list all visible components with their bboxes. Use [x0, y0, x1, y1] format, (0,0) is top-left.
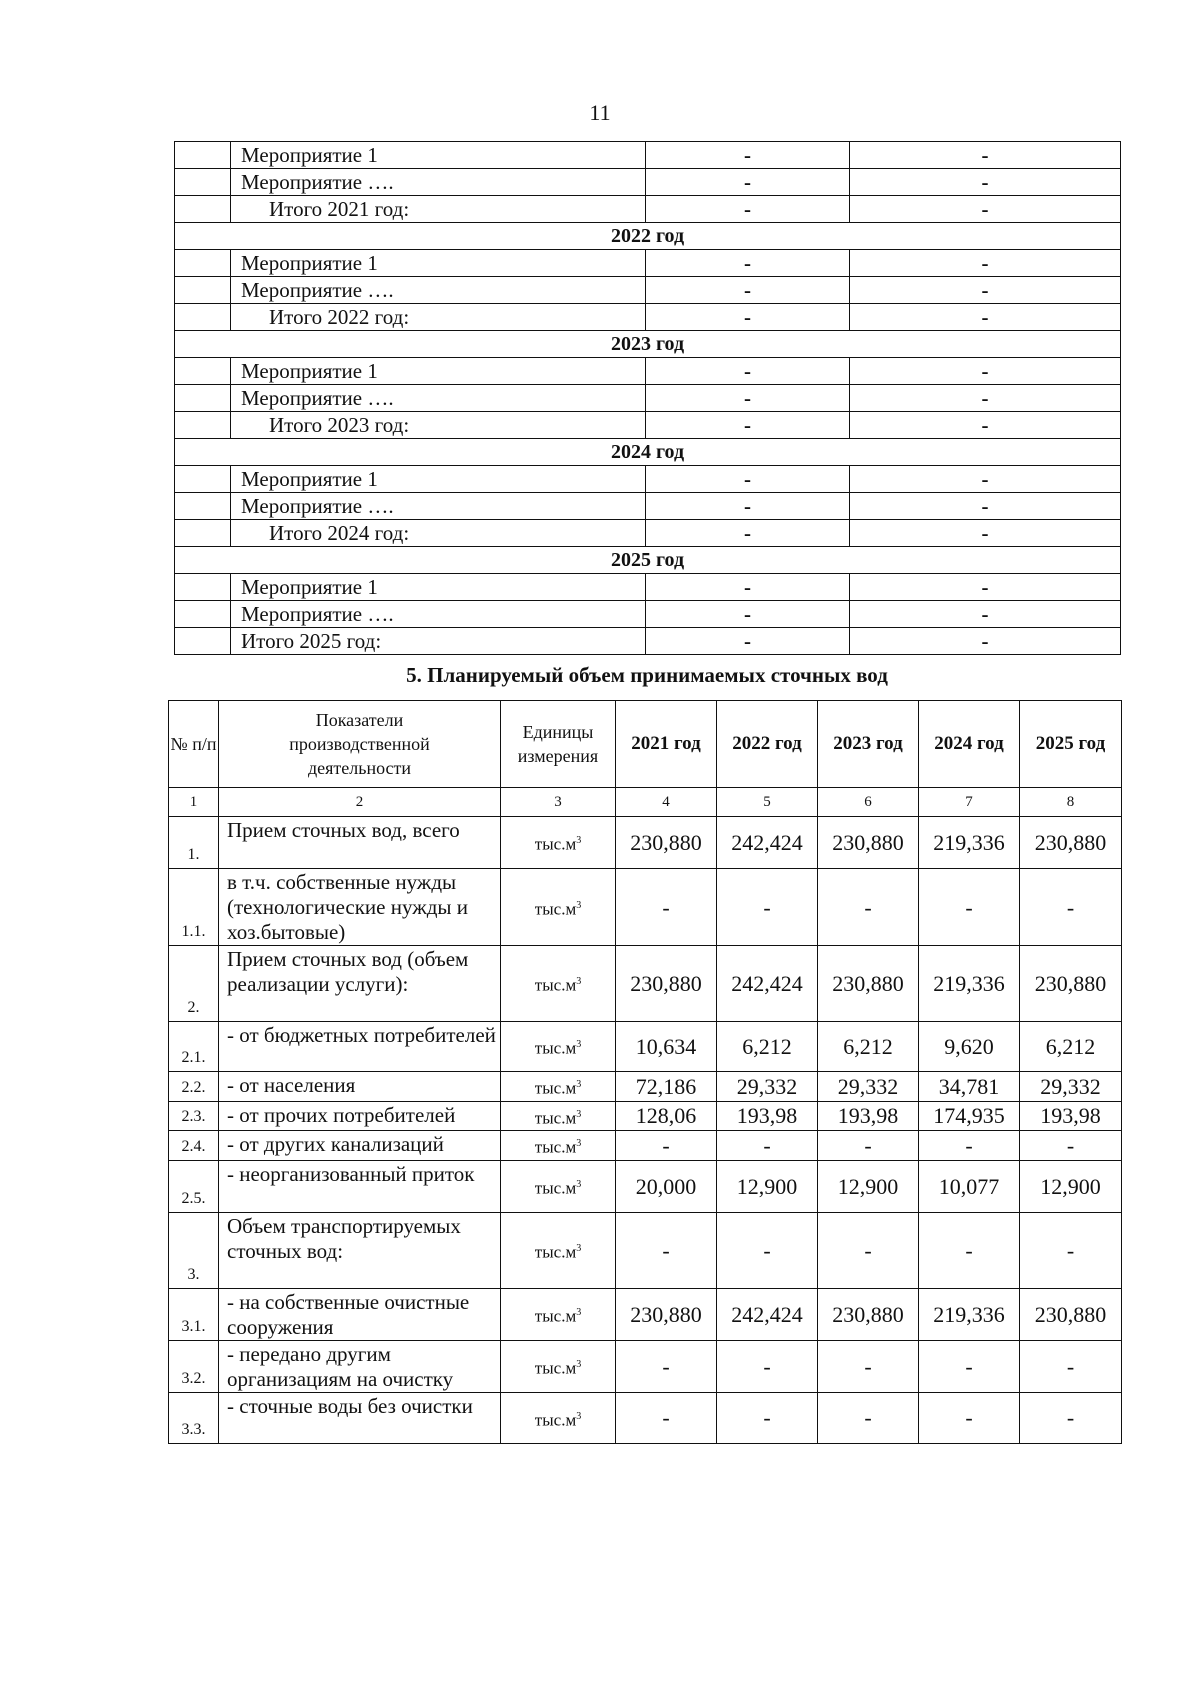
unit-text: тыс.м: [534, 1108, 577, 1128]
event-name: Мероприятие ….: [231, 385, 646, 412]
event-row: [175, 520, 1121, 547]
row-number: 2.2.: [169, 1072, 219, 1102]
unit-superscript: 3: [576, 1410, 582, 1422]
event-row: [175, 574, 1121, 601]
event-row: [175, 628, 1121, 655]
event-value-2: -: [850, 520, 1121, 547]
value-cell: 230,880: [1020, 946, 1122, 1022]
row-number-cell: [175, 358, 231, 385]
value-cell: 29,332: [717, 1072, 818, 1102]
row-number: 3.2.: [169, 1340, 219, 1392]
event-name: Мероприятие ….: [231, 493, 646, 520]
column-number: 6: [818, 788, 919, 817]
value-cell: 6,212: [717, 1022, 818, 1072]
row-number: 2.1.: [169, 1022, 219, 1072]
table-header-row: [169, 701, 1122, 788]
row-number-cell: [175, 385, 231, 412]
row-number: 1.1.: [169, 869, 219, 946]
event-value-2: -: [850, 601, 1121, 628]
header-indicator: Показатели производственной деятельности: [219, 701, 501, 788]
year-section-row: [175, 331, 1121, 358]
row-number-cell: [175, 574, 231, 601]
wastewater-volume-table: [168, 700, 1122, 1444]
header-year-2023: 2023 год: [818, 701, 919, 788]
unit-cell: [501, 1072, 616, 1102]
value-cell: -: [919, 1340, 1020, 1392]
value-cell: 230,880: [818, 1288, 919, 1340]
row-number: 2.4.: [169, 1131, 219, 1161]
year-section-row: [175, 547, 1121, 574]
value-cell: -: [717, 1212, 818, 1288]
event-row: [175, 493, 1121, 520]
event-name: Мероприятие 1: [231, 466, 646, 493]
event-row: [175, 412, 1121, 439]
event-value-2: -: [850, 574, 1121, 601]
event-value-1: -: [646, 169, 850, 196]
row-number-cell: [175, 493, 231, 520]
column-number: 4: [616, 788, 717, 817]
unit-cell: [501, 817, 616, 869]
row-number-cell: [175, 304, 231, 331]
header-year-2022: 2022 год: [717, 701, 818, 788]
unit-text: тыс.м: [534, 1358, 577, 1378]
unit-text: тыс.м: [534, 1137, 577, 1157]
event-value-2: -: [850, 385, 1121, 412]
event-row: [175, 196, 1121, 223]
table-row: [169, 1072, 1122, 1102]
table-row: [169, 817, 1122, 869]
row-number-cell: [175, 142, 231, 169]
event-row: [175, 304, 1121, 331]
total-label: Итого 2023 год:: [231, 412, 646, 439]
header-num: № п/п: [169, 701, 219, 788]
value-cell: 230,880: [616, 817, 717, 869]
row-number-cell: [175, 250, 231, 277]
event-row: [175, 169, 1121, 196]
unit-cell: [501, 946, 616, 1022]
column-number: 2: [219, 788, 501, 817]
value-cell: -: [919, 869, 1020, 946]
year-section-row: [175, 439, 1121, 466]
value-cell: 219,336: [919, 817, 1020, 869]
event-value-2: -: [850, 493, 1121, 520]
indicator-label: - от прочих потребителей: [219, 1101, 501, 1131]
unit-superscript: 3: [576, 1307, 582, 1319]
row-number-cell: [175, 169, 231, 196]
value-cell: 242,424: [717, 1288, 818, 1340]
event-value-1: -: [646, 250, 850, 277]
value-cell: -: [616, 1131, 717, 1161]
event-value-1: -: [646, 520, 850, 547]
value-cell: -: [1020, 869, 1122, 946]
unit-cell: [501, 1160, 616, 1212]
unit-text: тыс.м: [534, 975, 577, 995]
event-row: [175, 250, 1121, 277]
page-number: 11: [589, 100, 611, 125]
event-value-2: -: [850, 466, 1121, 493]
indicator-label: Прием сточных вод, всего: [219, 817, 501, 869]
event-name: Мероприятие ….: [231, 169, 646, 196]
value-cell: -: [616, 1392, 717, 1443]
unit-text: тыс.м: [534, 1038, 577, 1058]
unit-text: тыс.м: [534, 834, 577, 854]
unit-superscript: 3: [576, 976, 582, 988]
unit-cell: [501, 1392, 616, 1443]
unit-cell: [501, 1131, 616, 1161]
value-cell: -: [818, 1212, 919, 1288]
value-cell: -: [919, 1392, 1020, 1443]
value-cell: 10,634: [616, 1022, 717, 1072]
unit-superscript: 3: [576, 835, 582, 847]
header-unit: Единицы измерения: [501, 701, 616, 788]
unit-superscript: 3: [576, 1079, 582, 1090]
table-row: [169, 1212, 1122, 1288]
unit-superscript: 3: [576, 1138, 582, 1150]
value-cell: 230,880: [818, 817, 919, 869]
event-name: Итого 2025 год:: [231, 628, 646, 655]
value-cell: 6,212: [1020, 1022, 1122, 1072]
column-number: 1: [169, 788, 219, 817]
row-number-cell: [175, 628, 231, 655]
value-cell: 29,332: [818, 1072, 919, 1102]
event-value-2: -: [850, 250, 1121, 277]
event-row: [175, 466, 1121, 493]
value-cell: 230,880: [1020, 1288, 1122, 1340]
header-year-2021: 2021 год: [616, 701, 717, 788]
event-value-1: -: [646, 574, 850, 601]
unit-text: тыс.м: [534, 1078, 577, 1098]
event-value-2: -: [850, 142, 1121, 169]
row-number-cell: [175, 196, 231, 223]
unit-cell: [501, 1288, 616, 1340]
row-number: 1.: [169, 817, 219, 869]
column-number: 3: [501, 788, 616, 817]
event-value-1: -: [646, 196, 850, 223]
row-number: 3.: [169, 1212, 219, 1288]
value-cell: -: [717, 1131, 818, 1161]
unit-superscript: 3: [576, 1108, 582, 1120]
row-number-cell: [175, 466, 231, 493]
header-year-2024: 2024 год: [919, 701, 1020, 788]
indicator-label: - сточные воды без очистки: [219, 1392, 501, 1443]
value-cell: 12,900: [818, 1160, 919, 1212]
total-label: Итого 2022 год:: [231, 304, 646, 331]
event-value-1: -: [646, 304, 850, 331]
value-cell: -: [818, 1340, 919, 1392]
table-row: [169, 869, 1122, 946]
unit-superscript: 3: [576, 1039, 582, 1051]
value-cell: 34,781: [919, 1072, 1020, 1102]
value-cell: -: [818, 1131, 919, 1161]
unit-text: тыс.м: [534, 1178, 577, 1198]
column-number: 7: [919, 788, 1020, 817]
event-row: [175, 385, 1121, 412]
indicator-label: - на собственные очистные сооружения: [219, 1288, 501, 1340]
event-value-2: -: [850, 304, 1121, 331]
event-name: Мероприятие 1: [231, 574, 646, 601]
events-table: [174, 141, 1121, 655]
value-cell: 242,424: [717, 946, 818, 1022]
indicator-label: Объем транспортируемых сточных вод:: [219, 1212, 501, 1288]
event-value-1: -: [646, 493, 850, 520]
column-number: 8: [1020, 788, 1122, 817]
event-value-2: -: [850, 196, 1121, 223]
row-number-cell: [175, 412, 231, 439]
row-number-cell: [175, 277, 231, 304]
event-value-2: -: [850, 358, 1121, 385]
year-heading: 2023 год: [175, 331, 1121, 358]
value-cell: 230,880: [1020, 817, 1122, 869]
event-value-2: -: [850, 412, 1121, 439]
year-heading: 2024 год: [175, 439, 1121, 466]
indicator-label: - передано другим организациям на очистку: [219, 1340, 501, 1392]
unit-superscript: 3: [576, 1359, 582, 1371]
event-name: Мероприятие 1: [231, 142, 646, 169]
event-row: [175, 601, 1121, 628]
unit-text: тыс.м: [534, 1410, 577, 1430]
indicator-label: в т.ч. собственные нужды (технологические нужды и хоз.бытовые): [219, 869, 501, 946]
unit-superscript: 3: [576, 1243, 582, 1255]
value-cell: 219,336: [919, 946, 1020, 1022]
value-cell: -: [1020, 1212, 1122, 1288]
value-cell: 9,620: [919, 1022, 1020, 1072]
row-number: 3.1.: [169, 1288, 219, 1340]
unit-text: тыс.м: [534, 1242, 577, 1262]
value-cell: 174,935: [919, 1101, 1020, 1131]
event-row: [175, 358, 1121, 385]
value-cell: 230,880: [616, 1288, 717, 1340]
unit-cell: [501, 869, 616, 946]
row-number: 2.: [169, 946, 219, 1022]
event-name: Мероприятие ….: [231, 601, 646, 628]
header-year-2025: 2025 год: [1020, 701, 1122, 788]
row-number-cell: [175, 601, 231, 628]
indicator-label: - от других канализаций: [219, 1131, 501, 1161]
column-number-row: [169, 788, 1122, 817]
event-value-1: -: [646, 277, 850, 304]
value-cell: -: [717, 1340, 818, 1392]
table-row: [169, 1288, 1122, 1340]
value-cell: 230,880: [818, 946, 919, 1022]
unit-cell: [501, 1212, 616, 1288]
value-cell: -: [1020, 1340, 1122, 1392]
value-cell: 230,880: [616, 946, 717, 1022]
unit-superscript: 3: [576, 899, 582, 911]
year-heading: 2022 год: [175, 223, 1121, 250]
event-value-1: -: [646, 412, 850, 439]
year-section-row: [175, 223, 1121, 250]
table-row: [169, 1340, 1122, 1392]
row-number: 2.3.: [169, 1101, 219, 1131]
value-cell: -: [717, 869, 818, 946]
value-cell: 128,06: [616, 1101, 717, 1131]
event-row: [175, 277, 1121, 304]
table-row: [169, 946, 1122, 1022]
value-cell: 12,900: [1020, 1160, 1122, 1212]
table-row: [169, 1392, 1122, 1443]
value-cell: -: [1020, 1392, 1122, 1443]
event-value-1: -: [646, 385, 850, 412]
row-number: 3.3.: [169, 1392, 219, 1443]
indicator-label: - от населения: [219, 1072, 501, 1102]
event-row: [175, 142, 1121, 169]
value-cell: 20,000: [616, 1160, 717, 1212]
event-value-2: -: [850, 628, 1121, 655]
value-cell: -: [818, 1392, 919, 1443]
event-name: Мероприятие ….: [231, 277, 646, 304]
indicator-label: Прием сточных вод (объем реализации услуги):: [219, 946, 501, 1022]
row-number: 2.5.: [169, 1160, 219, 1212]
column-number: 5: [717, 788, 818, 817]
value-cell: 10,077: [919, 1160, 1020, 1212]
value-cell: -: [717, 1392, 818, 1443]
table-row: [169, 1101, 1122, 1131]
event-name: Мероприятие 1: [231, 358, 646, 385]
value-cell: 193,98: [818, 1101, 919, 1131]
unit-cell: [501, 1101, 616, 1131]
table-row: [169, 1160, 1122, 1212]
value-cell: 12,900: [717, 1160, 818, 1212]
unit-cell: [501, 1340, 616, 1392]
year-heading: 2025 год: [175, 547, 1121, 574]
value-cell: 6,212: [818, 1022, 919, 1072]
unit-text: тыс.м: [534, 899, 577, 919]
event-name: Мероприятие 1: [231, 250, 646, 277]
value-cell: 193,98: [717, 1101, 818, 1131]
value-cell: -: [919, 1131, 1020, 1161]
row-number-cell: [175, 520, 231, 547]
table-row: [169, 1131, 1122, 1161]
unit-text: тыс.м: [534, 1306, 577, 1326]
value-cell: -: [616, 1340, 717, 1392]
event-value-1: -: [646, 601, 850, 628]
total-label: Итого 2021 год:: [231, 196, 646, 223]
value-cell: 72,186: [616, 1072, 717, 1102]
event-value-1: -: [646, 466, 850, 493]
event-value-1: -: [646, 142, 850, 169]
event-value-2: -: [850, 169, 1121, 196]
indicator-label: - неорганизованный приток: [219, 1160, 501, 1212]
value-cell: 242,424: [717, 817, 818, 869]
total-label: Итого 2024 год:: [231, 520, 646, 547]
unit-superscript: 3: [576, 1179, 582, 1191]
section-title: 5. Планируемый объем принимаемых сточных вод: [406, 663, 888, 687]
value-cell: -: [616, 1212, 717, 1288]
event-value-1: -: [646, 358, 850, 385]
value-cell: -: [1020, 1131, 1122, 1161]
indicator-label: - от бюджетных потребителей: [219, 1022, 501, 1072]
event-value-2: -: [850, 277, 1121, 304]
value-cell: 29,332: [1020, 1072, 1122, 1102]
event-value-1: -: [646, 628, 850, 655]
table-row: [169, 1022, 1122, 1072]
value-cell: -: [919, 1212, 1020, 1288]
value-cell: -: [818, 869, 919, 946]
value-cell: -: [616, 869, 717, 946]
value-cell: 193,98: [1020, 1101, 1122, 1131]
unit-cell: [501, 1022, 616, 1072]
value-cell: 219,336: [919, 1288, 1020, 1340]
